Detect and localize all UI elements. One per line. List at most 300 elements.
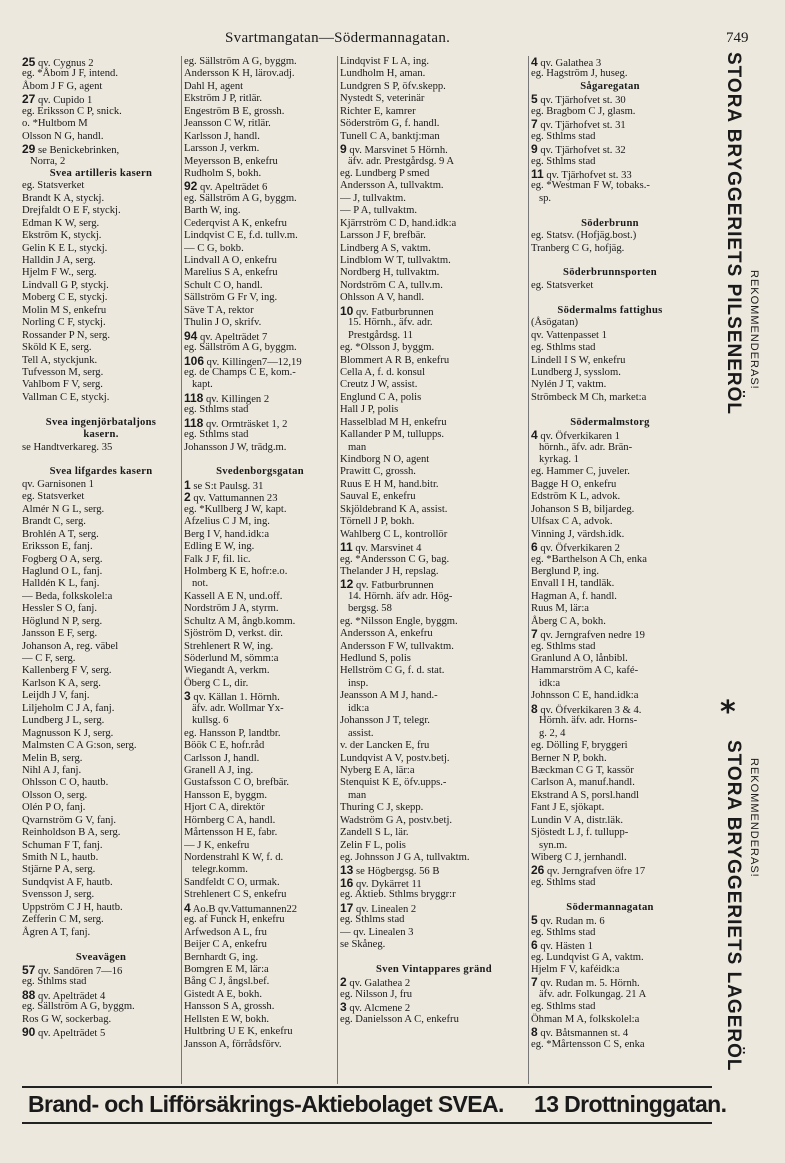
street-heading: kasern.	[83, 429, 119, 441]
directory-entry: Moberg C E, styckj.	[22, 292, 108, 304]
directory-entry: — J K, enkefru	[184, 839, 250, 851]
directory-entry: Liljeholm C J A, fanj.	[22, 702, 115, 714]
directory-entry: eg. Aktieb. Sthlms bryggr:r	[340, 889, 456, 901]
directory-entry: Marelius S A, enkefru	[184, 267, 278, 279]
directory-entry: Schultz A M, ångb.komm.	[184, 615, 296, 627]
directory-entry: Hammarström A C, kafé-	[531, 665, 639, 677]
directory-entry: Gistedt A E, bokh.	[184, 988, 262, 1000]
directory-entry: 10 qv. Fatburbrunnen	[340, 303, 434, 318]
directory-entry: 1 se S:t Paulsg. 31	[184, 477, 264, 492]
directory-entry: Bång C J, ångsl.bef.	[184, 976, 270, 988]
directory-entry: eg. Sthlms stad	[184, 429, 249, 441]
directory-entry	[531, 292, 689, 304]
directory-entry: Ohlsson C O, hautb.	[22, 777, 109, 789]
directory-entry: Lundberg J L, serg.	[22, 715, 105, 727]
directory-entry: Haglund O L, fanj.	[22, 565, 103, 577]
directory-entry: Lindblom W T, tullvaktm.	[340, 255, 451, 266]
directory-entry: Mårtensson H E, fabr.	[184, 827, 278, 839]
directory-entry: Andersson A, enkefru	[340, 628, 433, 640]
directory-entry: Magnusson K J, serg.	[22, 727, 114, 739]
directory-entry: Halldén K L, fanj.	[22, 578, 100, 590]
directory-entry: Hjort C A, direktör	[184, 802, 265, 814]
directory-entry: Johnsson C E, hand.idk:a	[531, 690, 639, 702]
directory-entry: Hörnh. äfv. adr. Horns-	[531, 715, 638, 727]
directory-entry: syn.m.	[531, 839, 568, 851]
directory-entry: se Skåneg.	[340, 939, 386, 951]
directory-entry	[184, 454, 336, 466]
directory-entry: 106 qv. Killingen7—12,19	[184, 353, 302, 368]
ad-lager-title: STORA BRYGGERIETS LAGERÖL	[723, 740, 744, 1072]
directory-entry: Johansson J W, trädg.m.	[184, 441, 287, 453]
directory-entry: Tufvesson M, serg.	[22, 366, 104, 378]
directory-entry: eg. *Barthelson A Ch, enka	[531, 553, 647, 565]
directory-entry: Andersson A, tullvaktm.	[340, 180, 444, 192]
directory-entry: Kallander P M, tullupps.	[340, 429, 445, 441]
directory-entry: kullsg. 6	[184, 715, 229, 727]
directory-entry: eg. Bragbom C J, glasm.	[531, 105, 636, 117]
directory-entry: Dahl H, agent	[184, 80, 244, 92]
directory-entry: Thuring C J, skepp.	[340, 802, 424, 814]
directory-entry: Öberg C L, dir.	[184, 677, 249, 689]
directory-entry: — P A, tullvaktm.	[340, 205, 418, 217]
street-heading: Söderbrunn	[581, 217, 639, 229]
directory-entry: — C G, bokb.	[184, 242, 244, 254]
directory-entry: Säve T A, rektor	[184, 304, 254, 316]
directory-entry: se Handtverkareg. 35	[22, 441, 113, 453]
directory-entry: Ros G W, sockerbag.	[22, 1013, 112, 1025]
directory-entry: Lindvall A O, enkefru	[184, 255, 277, 266]
column-rule	[337, 56, 338, 1084]
directory-entry: Jansson A, förrådsförv.	[184, 1038, 282, 1050]
directory-entry: Drejfaldt O E F, styckj.	[22, 205, 121, 217]
directory-entry: Uppström C J H, hautb.	[22, 901, 123, 913]
directory-entry: Cederqvist A K, enkefru	[184, 217, 287, 229]
directory-entry: Zelin F L, polis	[340, 839, 406, 851]
directory-entry: Törnell J P, bokh.	[340, 516, 415, 528]
directory-entry: 5 qv. Rudan m. 6	[531, 913, 605, 928]
directory-entry: Tranberg C G, hofjäg.	[531, 242, 625, 254]
directory-entry: Karlson K A, serg.	[22, 677, 101, 689]
directory-entry: Lundin V A, distr.läk.	[531, 814, 624, 826]
directory-entry: 4 qv. Öfverkikaren 1	[531, 428, 620, 443]
directory-entry: 7 qv. Jerngrafven nedre 19	[531, 627, 645, 642]
street-heading: Södermannagatan	[566, 901, 654, 913]
banner-company: Brand- och Lifförsäkrings-Aktiebolaget SVEA.	[28, 1091, 504, 1117]
directory-entry: Gustafsson C O, brefbär.	[184, 777, 290, 789]
directory-entry: Tell A, styckjunk.	[22, 354, 98, 366]
directory-entry: Edström K L, advok.	[531, 491, 621, 503]
directory-entry: o. *Hultbom M	[22, 118, 88, 130]
directory-entry: eg. *Andersson C G, bag.	[340, 553, 450, 565]
directory-entry: eg. Sthlms stad	[531, 130, 596, 142]
directory-entry: kyrkag. 1	[531, 454, 579, 465]
directory-entry: (Åsögatan)	[531, 317, 579, 329]
directory-entry	[22, 404, 180, 416]
directory-entry: — J, tullvaktm.	[340, 192, 406, 204]
directory-entry: eg. Sthlms stad	[531, 1001, 596, 1013]
directory-entry: — C F, serg.	[22, 653, 76, 664]
directory-entry: eg. Johnsson J G A, tullvaktm.	[340, 852, 470, 863]
directory-entry: eg. Statsverket	[22, 180, 85, 192]
directory-entry: 5 qv. Tjärhofvet st. 30	[531, 92, 626, 107]
directory-entry: Ohlsson A V, handl.	[340, 292, 425, 304]
directory-entry: not.	[184, 578, 209, 590]
directory-column-2	[184, 56, 336, 1051]
directory-entry: 88 qv. Apelträdet 4	[22, 987, 106, 1002]
directory-entry: 27 qv. Cupido 1	[22, 92, 93, 107]
directory-entry: Stjärne P A, serg.	[22, 864, 96, 876]
directory-column-1	[22, 56, 180, 1039]
directory-entry: 17 qv. Linealen 2	[340, 900, 417, 915]
directory-entry: Sauval E, enkefru	[340, 491, 416, 503]
directory-entry: eg. Sthlms stad	[531, 876, 596, 888]
directory-entry: Stenquist K E, öfv.upps.-	[340, 777, 447, 789]
directory-entry: Wiegandt A, verkm.	[184, 665, 270, 677]
directory-entry: Skjöldebrand K A, assist.	[340, 503, 448, 515]
directory-entry: 29 se Benickebrinken,	[22, 142, 120, 157]
directory-entry	[22, 454, 180, 466]
street-heading: Sågaregatan	[580, 80, 640, 92]
directory-entry: Carlson A, manuf.handl.	[531, 777, 635, 789]
directory-entry: 9 qv. Tjärhofvet st. 32	[531, 142, 626, 157]
directory-entry: Kjärrström C D, hand.idk:a	[340, 217, 457, 229]
directory-entry: eg. Sällström A G, byggm.	[184, 192, 297, 204]
directory-entry: eg. Sthlms stad	[184, 404, 249, 416]
directory-entry: Melin B, serg.	[22, 752, 83, 764]
directory-entry: Sköld K E, serg.	[22, 342, 92, 354]
side-advertisement	[714, 40, 774, 1080]
directory-entry: Larsson J, verkm.	[184, 143, 260, 155]
directory-entry: Rudholm S, bokh.	[184, 167, 262, 179]
street-heading: Sven Vintappares gränd	[376, 963, 492, 975]
directory-entry: Andersson K H, lärov.adj.	[184, 68, 295, 80]
directory-entry: 2 qv. Vattumannen 23	[184, 490, 278, 505]
directory-entry: sp.	[531, 192, 552, 204]
directory-entry: Reinholdson B A, serg.	[22, 827, 121, 839]
directory-entry: 90 qv. Apelträdet 5	[22, 1025, 106, 1039]
directory-entry: Afzelius C J M, ing.	[184, 516, 270, 528]
directory-entry: Wahlberg C L, kontrollör	[340, 528, 448, 540]
directory-entry: eg. Statsv. (Hofjäg.bost.)	[531, 230, 637, 242]
directory-entry: Jeansson C W, ritlär.	[184, 118, 271, 130]
directory-entry: Karlsson J, handl.	[184, 130, 260, 142]
directory-entry: 3 qv. Källan 1. Hörnh.	[184, 689, 280, 704]
directory-entry: Hansson S A, grossh.	[184, 1001, 275, 1013]
column-rule	[181, 56, 182, 1084]
directory-entry: Nordström C A, tullv.m.	[340, 279, 443, 291]
directory-entry: Qvarnström G V, fanj.	[22, 814, 117, 826]
directory-entry	[531, 404, 689, 416]
directory-entry: Åbom J F G, agent	[22, 80, 103, 92]
directory-entry: eg. Hansson P, landtbr.	[184, 727, 281, 739]
directory-entry: eg. *Åbom J F, intend.	[22, 68, 118, 80]
directory-entry: Tunell C A, banktj:man	[340, 130, 440, 142]
directory-entry: Åberg C A, bokh.	[531, 615, 606, 627]
directory-entry: äfv. adr. Prestgårdsg. 9 A	[340, 155, 455, 167]
street-heading: Södermalmstorg	[570, 416, 650, 428]
directory-entry	[531, 255, 689, 267]
directory-entry: Nordström J A, styrm.	[184, 603, 279, 615]
directory-entry: 7 qv. Rudan m. 5. Hörnh.	[531, 975, 640, 990]
directory-entry: Schuman F T, fanj.	[22, 839, 103, 851]
directory-entry: Edling E W, ing.	[184, 541, 255, 553]
directory-entry: Almér N G L, serg.	[22, 503, 105, 515]
directory-entry: 57 qv. Sandören 7—16	[22, 962, 123, 977]
street-heading: Sveavägen	[75, 951, 127, 963]
directory-entry: Vallman C E, styckj.	[22, 391, 110, 403]
banner-address: 13 Drottninggatan.	[534, 1091, 727, 1117]
directory-entry: Andersson F W, tullvaktm.	[340, 640, 454, 652]
directory-entry: Sandfeldt C O, urmak.	[184, 876, 280, 888]
directory-entry: 16 qv. Dykärret 11	[340, 875, 422, 890]
directory-entry: Nylén J T, vaktm.	[531, 379, 607, 391]
directory-entry: 94 qv. Apelträdet 7	[184, 328, 268, 343]
directory-entry: 118 qv. Ormträsket 1, 2	[184, 415, 288, 430]
directory-entry: Hellström C G, f. d. stat.	[340, 665, 445, 677]
directory-entry: Vinning J, värdsh.idk.	[531, 528, 625, 540]
directory-entry: Sjöström D, verkst. dir.	[184, 628, 283, 640]
directory-entry: Thelander J H, repslag.	[340, 565, 439, 577]
directory-entry: 4 Ao.B qv.Vattumannen22	[184, 900, 298, 915]
directory-entry: — Beda, folkskolel:a	[22, 590, 113, 602]
directory-entry: eg. Lundqvist G A, vaktm.	[531, 951, 644, 963]
street-heading: Svea artilleris kasern	[49, 167, 153, 179]
directory-entry: 9 qv. Marsvinet 5 Hörnh.	[340, 142, 448, 157]
asterisk-ornament: *	[720, 695, 736, 730]
directory-entry: Englund C A, polis	[340, 391, 422, 403]
directory-entry: Granell A J, ing.	[184, 764, 254, 776]
directory-entry: assist.	[340, 727, 374, 739]
directory-entry: Gelin K E L, styckj.	[22, 242, 108, 254]
directory-entry: Hagman A, f. handl.	[531, 590, 617, 602]
directory-entry: 6 qv. Hästen 1	[531, 938, 593, 953]
street-heading: Söderbrunnsporten	[563, 267, 657, 279]
directory-entry: eg. Sthlms stad	[531, 926, 596, 938]
directory-entry: Engeström B E, grossh.	[184, 105, 285, 117]
directory-entry: Envall I H, tandläk.	[531, 578, 615, 590]
directory-entry: 14. Hörnh. äfv adr. Hög-	[340, 590, 453, 602]
directory-entry: eg. *Olsson J, byggm.	[340, 342, 435, 354]
directory-entry: Halldin J A, serg.	[22, 255, 96, 266]
directory-entry: idk:a	[340, 702, 370, 714]
directory-entry: Hjelm F W., serg.	[22, 267, 97, 279]
directory-entry: Sällström G Fr V, ing.	[184, 292, 278, 304]
directory-entry: Lindberg A S, vaktm.	[340, 242, 431, 254]
directory-entry: eg. Sthlms stad	[531, 155, 596, 167]
directory-entry: Ågren A T, fanj.	[22, 926, 91, 938]
street-heading: Svedenborgsgatan	[216, 466, 304, 478]
directory-entry: eg. Sthlms stad	[22, 976, 87, 988]
directory-entry: Öhman M A, folkskolel:a	[531, 1013, 640, 1025]
bottom-advertisement-banner	[22, 1086, 727, 1124]
directory-entry: hörnh., äfv. adr. Brän-	[531, 441, 633, 453]
directory-entry: 12 qv. Fatburbrunnen	[340, 577, 434, 592]
directory-entry: 11 qv. Marsvinet 4	[340, 540, 422, 555]
directory-entry: eg. Lundberg P smed	[340, 167, 430, 179]
directory-entry: Berner N P, bokh.	[531, 752, 607, 764]
directory-entry: Norling C F, styckj.	[22, 317, 106, 329]
directory-entry: Bæckman C G T, kassör	[531, 764, 634, 776]
directory-entry: Rossander P N, serg.	[22, 329, 110, 341]
directory-entry: eg. Statsverket	[531, 279, 594, 291]
directory-entry: 3 qv. Alcmene 2	[340, 1000, 411, 1015]
directory-entry: Wadström G A, postv.betj.	[340, 814, 453, 826]
directory-column-3	[340, 56, 528, 1026]
directory-entry: Höglund N P, serg.	[22, 615, 103, 627]
directory-entry: Bernhardt G, ing.	[184, 951, 259, 963]
directory-entry: Jansson E F, serg.	[22, 628, 98, 640]
directory-entry: Beijer C A, enkefru	[184, 939, 267, 951]
directory-entry: 118 qv. Killingen 2	[184, 390, 270, 405]
directory-entry: Ruus M, lär:a	[531, 603, 589, 615]
directory-entry: Hörnberg C A, handl.	[184, 814, 276, 826]
directory-entry: v. der Lancken E, fru	[340, 740, 430, 752]
directory-entry: Berglund P, ing.	[531, 565, 600, 577]
directory-column-4	[531, 56, 689, 1051]
directory-entry: Nyberg E A, lär:a	[340, 764, 415, 776]
directory-entry: g. 2, 4	[531, 727, 566, 739]
directory-entry: äfv. adr. Folkungag. 21 A	[531, 988, 647, 1000]
ad-lager-recommend: REKOMMENDERAS!	[748, 758, 760, 878]
directory-entry: Lundholm H, aman.	[340, 68, 426, 80]
directory-entry: Prawitt C, grossh.	[340, 466, 416, 478]
directory-entry: 25 qv. Cygnus 2	[22, 56, 94, 69]
directory-entry: Hellsten E W, bokh.	[184, 1013, 270, 1025]
ad-pilsner-title: STORA BRYGGERIETS PILSENERÖL	[723, 52, 744, 416]
directory-entry: eg. Sthlms stad	[340, 914, 405, 926]
directory-entry: 15. Hörnh., äfv. adr.	[340, 317, 433, 329]
directory-entry: Lindell I S W, enkefru	[531, 354, 626, 366]
directory-entry: Holmberg K E, hofr:e.o.	[184, 565, 288, 577]
directory-entry: Sundqvist A F, hautb.	[22, 876, 113, 888]
directory-entry: Brandt K A, styckj.	[22, 192, 105, 204]
directory-entry: Ekström K, styckj.	[22, 230, 102, 242]
directory-entry: 13 se Högbergsg. 56 B	[340, 863, 440, 878]
directory-entry: Hjelm F V, kaféidk:a	[531, 963, 620, 975]
directory-entry: Meyersson B, enkefru	[184, 155, 278, 167]
directory-entry: Olén P O, fanj.	[22, 802, 86, 814]
directory-entry: Kindborg N O, agent	[340, 454, 430, 465]
directory-entry: eg. Hagström J, huseg.	[531, 68, 628, 80]
directory-entry: eg. Sällström A G, byggm.	[184, 342, 297, 354]
directory-entry: eg. de Champs C E, kom.-	[184, 366, 296, 378]
directory-entry: Edman K W, serg.	[22, 217, 100, 229]
directory-entry: Kallenberg F V, serg.	[22, 665, 112, 677]
directory-entry: eg. Nilsson J, fru	[340, 988, 413, 1000]
directory-entry: Carlsson J, handl.	[184, 752, 260, 764]
directory-entry: qv. Garnisonen 1	[22, 478, 94, 490]
directory-entry: Böök C E, hofr.råd	[184, 740, 265, 752]
directory-entry: Sjöstedt L J, f. tullupp-	[531, 827, 629, 839]
directory-entry: Prestgårdsg. 11	[340, 329, 413, 341]
directory-entry: eg. Hammer C, juveler.	[531, 466, 630, 478]
directory-entry: bergsg. 58	[340, 603, 392, 615]
directory-entry: Falk J F, fil. lic.	[184, 553, 251, 565]
directory-entry: Smith N L, hautb.	[22, 852, 99, 863]
directory-entry: kapt.	[184, 379, 213, 391]
directory-entry	[340, 952, 528, 964]
street-heading: Svea ingenjörbataljons	[45, 416, 157, 428]
directory-entry: Richter E, kamrer	[340, 105, 416, 117]
street-heading: Svea lifgardes kasern	[49, 466, 153, 478]
directory-entry: 6 qv. Öfverkikaren 2	[531, 540, 620, 555]
directory-entry: 8 qv. Öfverkikaren 3 & 4.	[531, 701, 642, 716]
directory-entry: Hedlund S, polis	[340, 653, 411, 664]
directory-entry: Lundgren S P, öfv.skepp.	[340, 80, 446, 92]
directory-entry: — qv. Linealen 3	[340, 926, 414, 938]
directory-entry: Kassell A E N, und.off.	[184, 590, 283, 602]
directory-entry: eg. *Kullberg J W, kapt.	[184, 503, 287, 515]
directory-entry: Olsson O, serg.	[22, 789, 88, 801]
directory-entry: insp.	[340, 677, 369, 689]
directory-entry: Creutz J W, assist.	[340, 379, 418, 391]
directory-entry	[531, 205, 689, 217]
directory-entry: Olsson N G, handl.	[22, 130, 104, 142]
directory-entry: Molin M S, enkefru	[22, 304, 107, 316]
directory-entry: Vahlbom F V, serg.	[22, 379, 103, 391]
directory-entry: 8 qv. Båtsmannen st. 4	[531, 1025, 629, 1040]
directory-entry: Hansson E, byggm.	[184, 789, 267, 801]
directory-entry: Granlund A O, lånbibl.	[531, 653, 628, 664]
directory-entry: Barth W, ing.	[184, 205, 241, 217]
directory-entry: Söderlund M, sömm:a	[184, 653, 279, 664]
directory-entry: Strömbeck M Ch, market:a	[531, 391, 647, 403]
page-number: 749	[726, 30, 749, 46]
ad-pilsner-recommend: REKOMMENDERAS!	[748, 270, 760, 390]
directory-entry: eg. Sällström A G, byggm.	[184, 56, 297, 67]
directory-entry: Norra, 2	[22, 155, 66, 167]
directory-entry: Ruus E H M, hand.bitr.	[340, 478, 439, 490]
directory-entry: Strehlenert R W, ing.	[184, 640, 274, 652]
directory-entry: 7 qv. Tjärhofvet st. 31	[531, 117, 626, 132]
directory-entry: Brohlén A T, serg.	[22, 528, 99, 540]
directory-entry: Thulin J O, skrifv.	[184, 317, 262, 329]
directory-entry: Larsson J F, brefbär.	[340, 230, 426, 242]
directory-entry	[22, 939, 180, 951]
directory-entry: Lindqvist C E, f.d. tullv.m.	[184, 230, 298, 242]
directory-entry: Schult C O, handl.	[184, 279, 263, 291]
directory-entry: Nihl A J, fanj.	[22, 764, 82, 776]
directory-entry: man	[340, 789, 367, 801]
directory-entry: 4 qv. Galathea 3	[531, 56, 602, 69]
directory-entry: Bomgren E M, lär:a	[184, 963, 269, 975]
directory-entry: Berg I V, hand.idk:a	[184, 528, 270, 540]
directory-entry: Nystedt S, veterinär	[340, 93, 425, 105]
directory-entry: eg. Eriksson C P, snick.	[22, 105, 122, 117]
directory-entry: 2 qv. Galathea 2	[340, 975, 411, 990]
directory-entry: eg. *Westman F W, tobaks.-	[531, 180, 650, 192]
directory-entry: Hultbring U E K, enkefru	[184, 1026, 293, 1038]
directory-entry: Johansson J T, telegr.	[340, 715, 430, 727]
page-header	[0, 30, 785, 52]
directory-entry: Nordberg H, tullvaktm.	[340, 267, 440, 279]
directory-entry: Svensson J, serg.	[22, 889, 95, 901]
directory-entry: eg. Sthlms stad	[531, 640, 596, 652]
directory-entry: qv. Vattenpasset 1	[531, 329, 607, 341]
directory-entry: Ekstrand A S, porsl.handl	[531, 789, 639, 801]
directory-entry: Blommert A R B, enkefru	[340, 354, 450, 366]
directory-entry: Hall J P, polis	[340, 404, 399, 416]
street-heading: Södermalms fattighus	[557, 304, 663, 316]
running-title: Svartmangatan—Södermannagatan.	[225, 30, 451, 46]
directory-entry: Nordenstrahl K W, f. d.	[184, 852, 284, 863]
directory-entry: Ekström J P, ritlär.	[184, 93, 262, 105]
directory-entry: Fogberg O A, serg.	[22, 553, 103, 565]
directory-entry: Eriksson E, fanj.	[22, 541, 93, 553]
directory-entry: eg. *Nilsson Engle, byggm.	[340, 615, 458, 627]
directory-entry: 92 qv. Apelträdet 6	[184, 179, 268, 194]
directory-entry: Johanson S B, biljardeg.	[531, 503, 635, 515]
